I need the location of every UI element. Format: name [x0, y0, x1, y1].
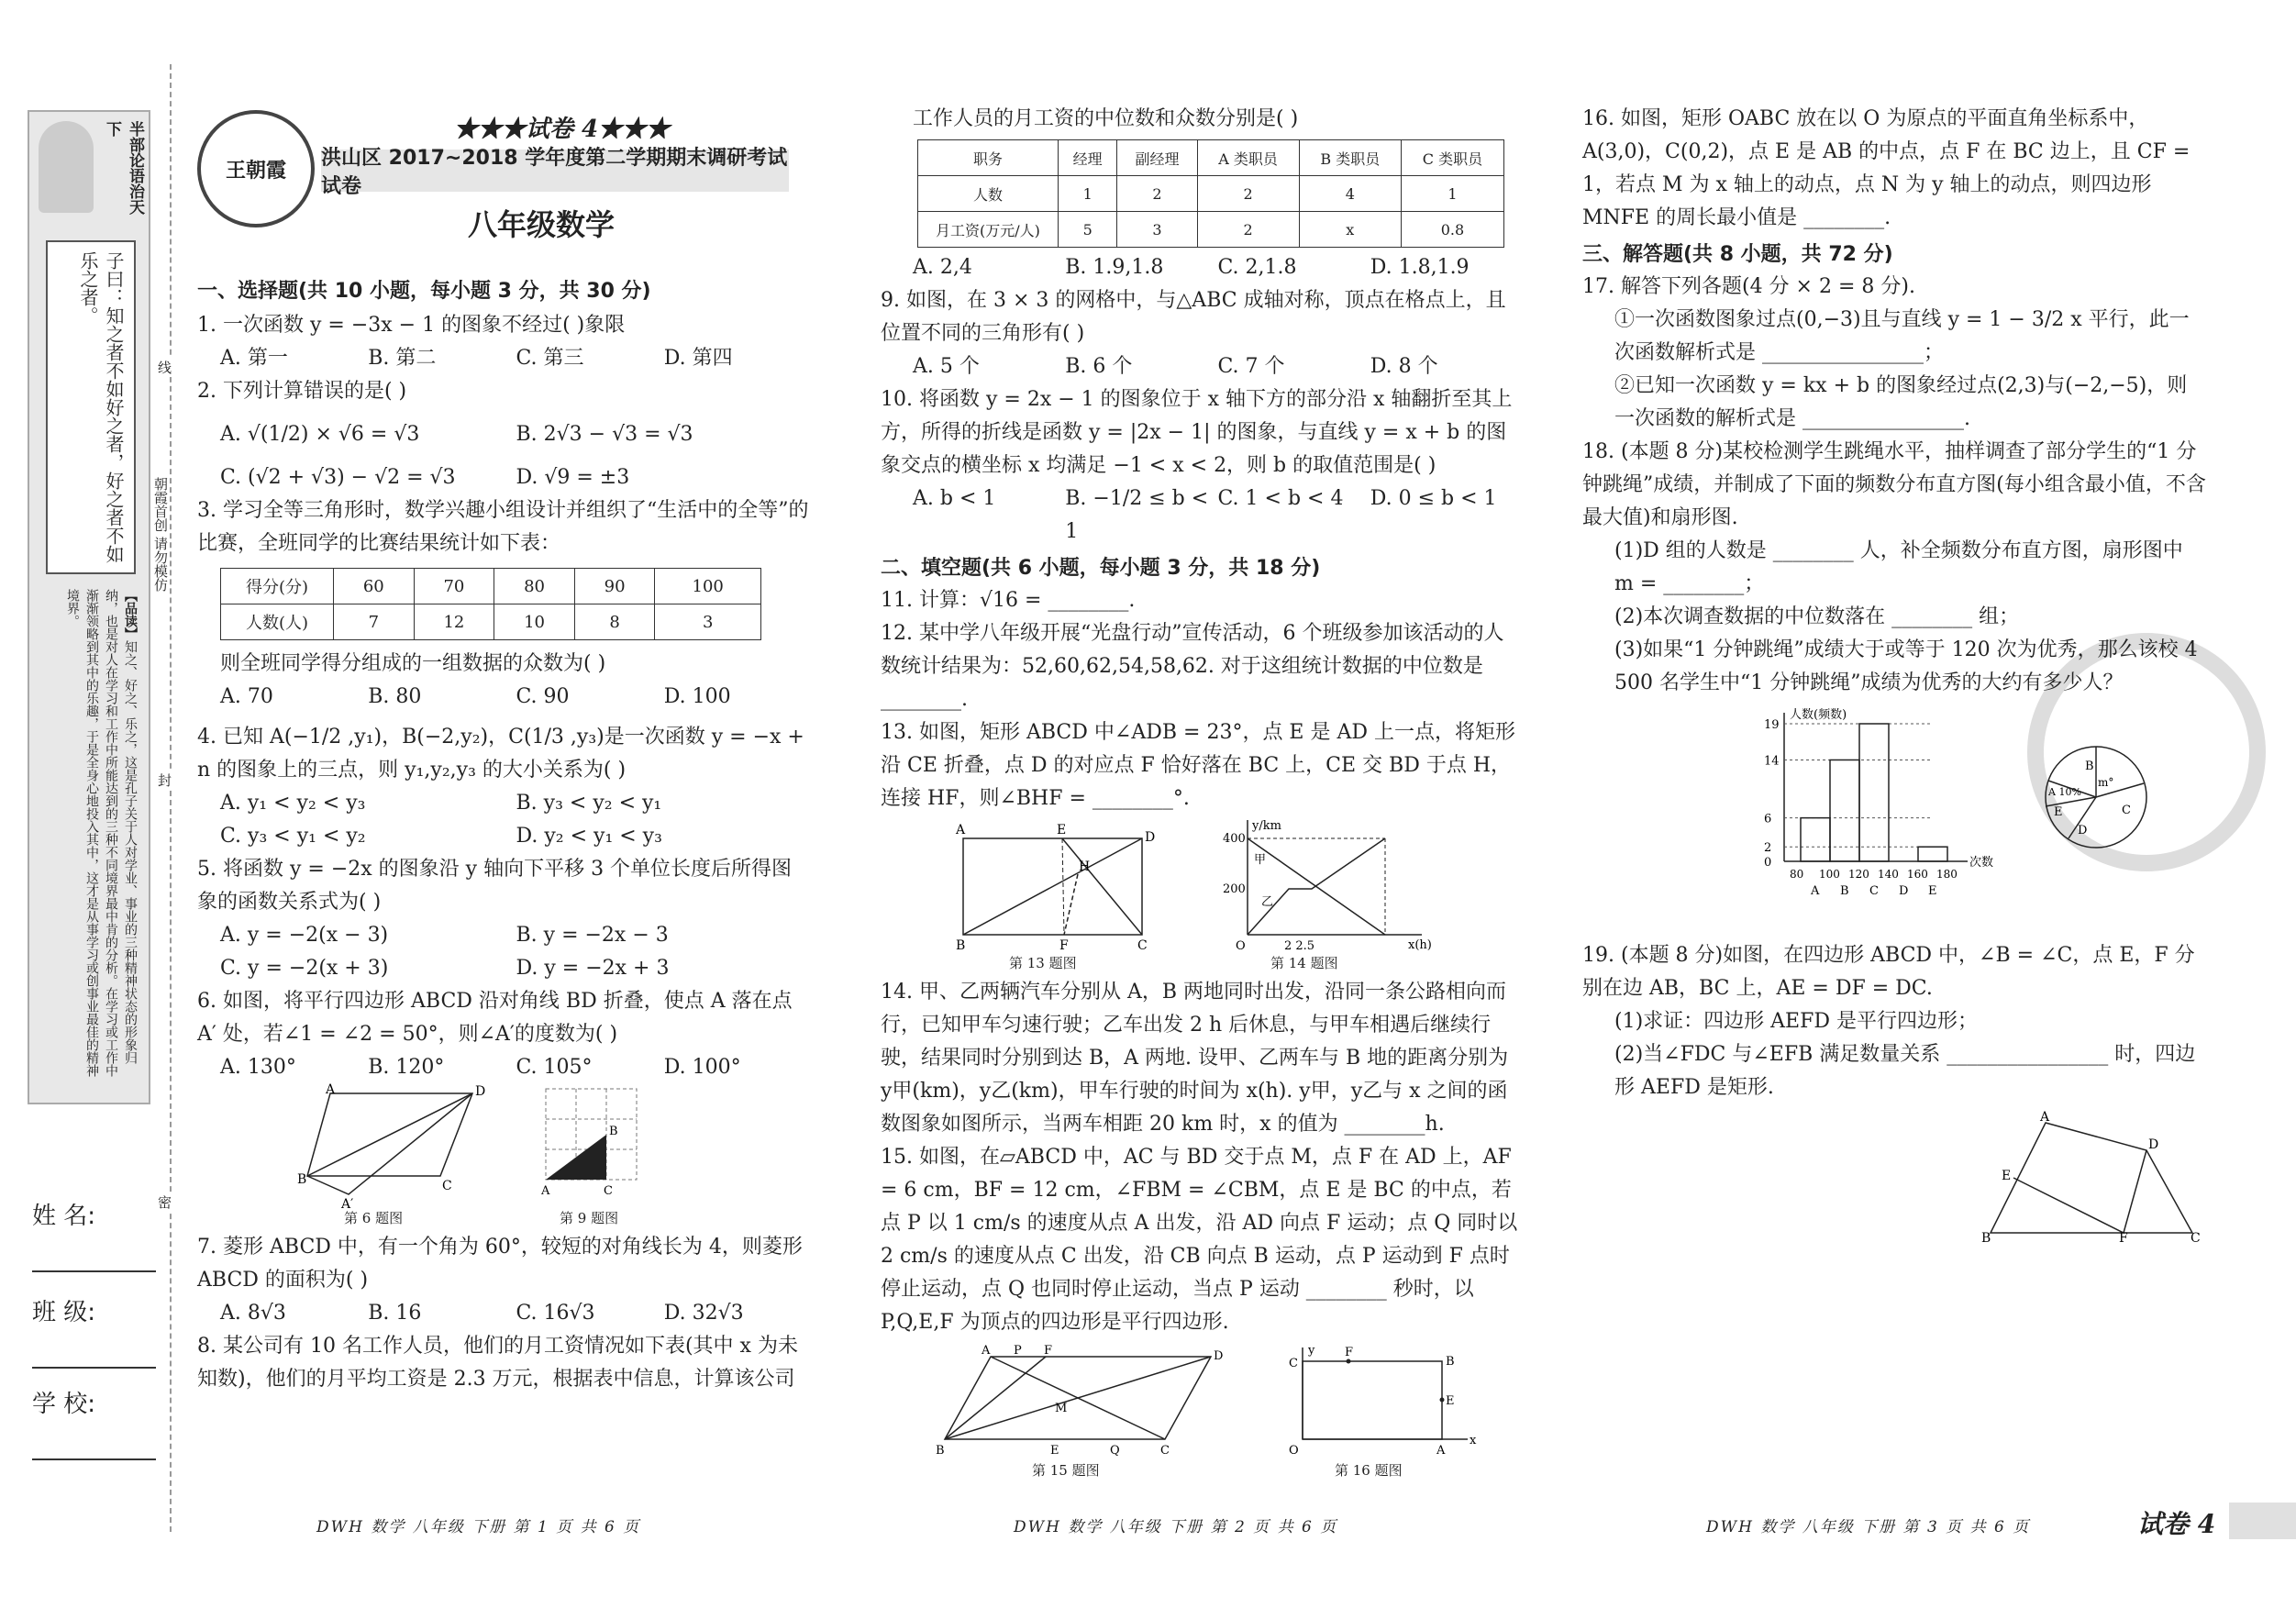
q10-options: [881, 482, 1523, 549]
q9-option-a[interactable]: A. 5 个: [913, 355, 980, 378]
q3-option-a[interactable]: A. 70: [220, 685, 273, 708]
question-4: 4. 已知 A(−1/2 ,y₁)，B(−2,y₂)，C(1/3 ,y₃)是一次函数 y = −x + n 的图象上的三点，则 y₁,y₂,y₃ 的大小关系为( ): [197, 726, 804, 782]
q8-tail: 工作人员的月工资的中位数和众数分别是( ): [913, 107, 1299, 130]
q6-option-c[interactable]: C. 105°: [516, 1056, 593, 1079]
y-tick-label: 2: [1764, 841, 1772, 856]
table-cell: 80: [494, 569, 575, 604]
question-12: 12. 某中学八年级开展“光盘行动”宣传活动，6 个班级参加该活动的人数统计结果为：52,60,62,54,58,62. 对于这组统计数据的中位数是 ________.: [881, 622, 1504, 711]
q1-option-a[interactable]: A. 第一: [220, 347, 288, 370]
question-10: 10. 将函数 y = 2x − 1 的图象位于 x 轴下方的部分沿 x 轴翻折至其上方，所得的折线是函数 y = |2x − 1| 的图象，与直线 y = x + b 的图象交点的横坐标 x 均满足 −1 < x < 2，则 b 的取值范围是( ): [881, 388, 1513, 477]
svg-text:F: F: [1345, 1346, 1354, 1359]
figure-15: [936, 1343, 1229, 1458]
table-cell: 4: [1299, 176, 1401, 212]
figure-14-caption: 第 14 题图: [1270, 955, 1338, 971]
pindu-body: 知之、好之、乐之，这是孔子关于人对学业、事业的三种精神状态的形象归纳，也是对人在学习和工作中所能达到的三种不同境界最中肯的分析。在学习或工作中渐渐领略到其中的乐趣，于是全身心地投入其中，这才是从事学习或创事业最佳的精神境界。: [65, 589, 138, 1077]
question-3: 3. 学习全等三角形时，数学兴趣小组设计并组织了“生活中的全等”的比赛，全班同学的比赛结果统计如下表：: [197, 499, 809, 555]
sidebar: [28, 110, 150, 1104]
q9-options: [881, 350, 1523, 383]
svg-text:B: B: [609, 1125, 618, 1138]
figure-16-caption: 第 16 题图: [1335, 1462, 1403, 1479]
column-1: [197, 275, 812, 1396]
q3-tail: 则全班同学得分组成的一组数据的众数为( ): [220, 652, 606, 675]
table-cell: 人数(人): [221, 604, 334, 640]
q18-charts: [1582, 705, 2206, 903]
pie-label-e: E: [2054, 805, 2063, 819]
svg-text:甲: 甲: [1254, 853, 1267, 867]
histogram-chart: [1747, 705, 2023, 898]
q7-option-a[interactable]: A. 8√3: [220, 1302, 286, 1325]
x-tick-label: 80: [1790, 868, 1804, 881]
svg-text:B: B: [936, 1444, 945, 1458]
q18-part-3: (3)如果“1 分钟跳绳”成绩大于或等于 120 次为优秀，那么该校 4 500 名学生中“1 分钟跳绳”成绩为优秀的大约有多少人？: [1614, 638, 2198, 694]
svg-text:C: C: [604, 1184, 613, 1198]
svg-text:D: D: [2148, 1137, 2159, 1152]
table-cell: 60: [334, 569, 415, 604]
svg-text:E: E: [1057, 823, 1067, 837]
subject-title: 八年级数学: [468, 207, 616, 242]
class-label: 班 级:: [32, 1299, 96, 1326]
page-2-footer: DWH 数学 八年级 下册 第 2 页 共 6 页: [1014, 1518, 1338, 1536]
x-category-label: D: [1899, 884, 1909, 898]
table-cell: 得分(分): [221, 569, 334, 604]
table-cell: 3: [655, 604, 761, 640]
question-18: 18. (本题 8 分)某校检测学生跳绳水平，抽样调查了部分学生的“1 分钟跳绳”成绩，并制成了下面的频数分布直方图(每小组含最小值，不含最大值)和扇形图.: [1582, 440, 2206, 529]
svg-text:E: E: [2002, 1169, 2012, 1183]
q8-options: [881, 251, 1523, 284]
exam-label: ★★★试卷 4★★★: [454, 116, 671, 143]
svg-text:E: E: [1446, 1394, 1455, 1408]
q3-score-table: [220, 568, 761, 640]
histogram-bar: [1801, 818, 1830, 861]
page-3-footer: DWH 数学 八年级 下册 第 3 页 共 6 页: [1706, 1518, 2031, 1536]
column-3: [1582, 103, 2206, 1246]
name-field[interactable]: [32, 1197, 156, 1272]
svg-text:C: C: [1289, 1357, 1298, 1370]
pindu-text: [62, 589, 139, 1084]
table-cell: 12: [414, 604, 494, 640]
svg-text:乙: 乙: [1261, 895, 1274, 909]
svg-text:y/km: y/km: [1252, 819, 1281, 833]
q1-options: [197, 342, 812, 375]
column-2: [881, 103, 1523, 1481]
q6-option-a[interactable]: A. 130°: [220, 1056, 296, 1079]
question-1: 1. 一次函数 y = −3x − 1 的图象不经过( )象限: [197, 314, 626, 337]
table-row: [221, 604, 761, 640]
q3-options: [197, 681, 812, 714]
table-cell: 3: [1117, 212, 1197, 248]
svg-text:F: F: [1044, 1344, 1053, 1358]
svg-text:2 2.5: 2 2.5: [1284, 939, 1315, 953]
q8-option-d[interactable]: D. 1.8,1.9: [1370, 256, 1470, 279]
q9-option-b[interactable]: B. 6 个: [1065, 355, 1133, 378]
question-13: 13. 如图，矩形 ABCD 中∠ADB = 23°，点 E 是 AD 上一点，将矩形沿 CE 折叠，点 D 的对应点 F 恰好落在 BC 上，CE 交 BD 于点 H，连接 HF，则∠BHF = ________°.: [881, 721, 1516, 810]
q4-option-b[interactable]: B. y₃ < y₂ < y₁: [516, 792, 662, 815]
question-6: 6. 如图，将平行四边形 ABCD 沿对角线 BD 折叠，使点 A 落在点 A′ 处，若∠1 = ∠2 = 50°，则∠A′的度数为( ): [197, 990, 793, 1046]
y-tick-label: 14: [1764, 754, 1780, 769]
svg-text:C: C: [1137, 938, 1148, 953]
q8-salary-table: [917, 139, 1504, 248]
x-category-label: B: [1840, 884, 1849, 898]
pie-label-d: D: [2078, 824, 2088, 837]
svg-text:C: C: [1160, 1444, 1170, 1458]
q7-option-d[interactable]: D. 32√3: [663, 1302, 744, 1325]
class-field[interactable]: [32, 1293, 156, 1369]
table-cell: B 类职员: [1299, 140, 1401, 176]
table-cell: 副经理: [1117, 140, 1197, 176]
pie-label-a: A 10%: [2048, 786, 2081, 798]
svg-text:A: A: [982, 1344, 991, 1358]
table-row: [918, 140, 1504, 176]
q1-option-d[interactable]: D. 第四: [663, 347, 733, 370]
q5-option-a[interactable]: A. y = −2(x − 3): [220, 924, 389, 947]
svg-text:x(h): x(h): [1408, 938, 1432, 952]
q5-option-c[interactable]: C. y = −2(x + 3): [220, 957, 389, 980]
svg-text:M: M: [1055, 1402, 1068, 1415]
figure-14: [1215, 815, 1436, 953]
pindu-box: [39, 589, 139, 1093]
pie-label-b: B: [2085, 760, 2094, 773]
svg-text:200: 200: [1223, 882, 1246, 896]
q9-option-c[interactable]: C. 7 个: [1217, 355, 1285, 378]
q5-options-row1: [197, 919, 812, 952]
svg-text:O: O: [1236, 939, 1246, 953]
q2-option-d[interactable]: D. √9 = ±3: [516, 466, 630, 489]
q6-option-b[interactable]: B. 120°: [368, 1056, 445, 1079]
corner-bar: [2229, 1503, 2296, 1539]
q2-option-a[interactable]: A. √(1/2) × √6 = √3: [220, 423, 420, 446]
svg-text:D: D: [1214, 1349, 1224, 1363]
name-label: 姓 名:: [32, 1203, 96, 1230]
figure-9-caption: 第 9 题图: [560, 1210, 619, 1226]
q2-options-row1: [197, 408, 812, 461]
q10-option-a[interactable]: A. b < 1: [913, 487, 996, 510]
x-tick-label: 140: [1878, 868, 1899, 881]
table-row: [221, 569, 761, 604]
q8-option-c[interactable]: C. 2,1.8: [1217, 256, 1297, 279]
table-cell: 0.8: [1401, 212, 1503, 248]
q4-option-c[interactable]: C. y₃ < y₁ < y₂: [220, 825, 366, 848]
q5-option-d[interactable]: D. y = −2x + 3: [516, 957, 670, 980]
q6-option-d[interactable]: D. 100°: [663, 1056, 741, 1079]
question-17: 17. 解答下列各题(4 分 × 2 = 8 分).: [1582, 275, 1915, 298]
q4-option-a[interactable]: A. y₁ < y₂ < y₃: [220, 792, 366, 815]
svg-text:B: B: [297, 1172, 307, 1187]
q17-part-2: ②已知一次函数 y = kx + b 的图象经过点(2,3)与(−2,−5)，则一次函数的解析式是 ________________.: [1614, 374, 2188, 430]
q18-part-2: (2)本次调查数据的中位数落在 ________ 组；: [1614, 605, 2020, 628]
q1-option-c[interactable]: C. 第三: [516, 347, 584, 370]
svg-text:A: A: [2040, 1110, 2050, 1125]
q8-option-b[interactable]: B. 1.9,1.8: [1065, 256, 1164, 279]
q1-option-b[interactable]: B. 第二: [368, 347, 437, 370]
question-9: 9. 如图，在 3 × 3 的网格中，与△ABC 成轴对称，顶点在格点上，且位置不同的三角形有( ): [881, 289, 1506, 345]
q7-option-c[interactable]: C. 16√3: [516, 1302, 595, 1325]
x-category-label: E: [1928, 884, 1937, 898]
y-tick-label: 19: [1764, 718, 1780, 732]
svg-text:Q: Q: [1110, 1444, 1120, 1458]
figure-13-caption: 第 13 题图: [1009, 955, 1077, 971]
svg-text:B: B: [956, 938, 966, 953]
school-label: 学 校:: [32, 1391, 96, 1418]
logo-text: 王朝霞: [225, 158, 286, 183]
table-cell: 10: [494, 604, 575, 640]
q3-option-d[interactable]: D. 100: [663, 685, 731, 708]
exam-title-bar: [321, 147, 789, 198]
figure-19: [1981, 1110, 2211, 1246]
q17-part-1: ①一次函数图象过点(0,−3)且与直线 y = 1 − 3/2 x 平行，此一次函数解析式是 ________________；: [1614, 308, 2190, 364]
q3-option-c[interactable]: C. 90: [516, 685, 570, 708]
question-15: 15. 如图，在▱ABCD 中，AC 与 BD 交于点 M，点 F 在 AD 上，AF = 6 cm，BF = 12 cm，∠FBM = ∠CBM，点 E 是 BC 的中点，若点 P 以 1 cm/s 的速度从点 A 出发，沿 AD 向点 F 运动；点 Q 同时以 2 cm/s 的速度从点 C 出发，沿 CB 向点 B 运动，点 P 运动到 F 点时停止运动，点 Q 也同时停止运动，当点 P 运动 ________ 秒时，以 P,Q,E,F 为顶点的四边形是平行四边形.: [881, 1146, 1518, 1334]
q8-option-a[interactable]: A. 2,4: [913, 256, 972, 279]
q9-option-d[interactable]: D. 8 个: [1370, 355, 1438, 378]
table-cell: 职务: [918, 140, 1059, 176]
svg-text:D: D: [475, 1084, 486, 1099]
svg-text:A: A: [326, 1082, 336, 1097]
q4-option-d[interactable]: D. y₂ < y₁ < y₃: [516, 825, 662, 848]
dash-label-2: 封: [158, 772, 172, 789]
q7-option-b[interactable]: B. 16: [368, 1302, 422, 1325]
q10-option-d[interactable]: D. 0 ≤ b < 1: [1370, 487, 1497, 510]
q5-option-b[interactable]: B. y = −2x − 3: [516, 924, 669, 947]
table-cell: 5: [1059, 212, 1117, 248]
q2-options-row2: [197, 461, 812, 494]
logo: [197, 110, 315, 227]
y-axis-label: 人数(频数): [1790, 708, 1847, 722]
figure-15-caption: 第 15 题图: [1032, 1462, 1100, 1479]
table-row: [918, 176, 1504, 212]
table-cell: 2: [1197, 212, 1299, 248]
table-cell: 1: [1059, 176, 1117, 212]
histogram-bar: [1859, 724, 1889, 861]
figure-6-caption: 第 6 题图: [344, 1210, 404, 1226]
svg-text:D: D: [1145, 830, 1156, 845]
q2-option-c[interactable]: C. (√2 + √3) − √2 = √3: [220, 466, 456, 489]
side-note: 朝霞首创 请勿模仿: [152, 477, 169, 592]
figure-13: [954, 815, 1156, 953]
svg-text:x: x: [1470, 1434, 1477, 1447]
table-cell: 90: [574, 569, 655, 604]
question-14: 14. 甲、乙两辆汽车分别从 A，B 两地同时出发，沿同一条公路相向而行，已知甲车匀速行驶；乙车出发 2 h 后休息，与甲车相遇后继续行驶，结果同时分别到达 B，A 两地. 设甲、乙两车与 B 地的距离分别为 y甲(km)，y乙(km)，甲车行驶的时间为 x(h). y甲，y乙与 x 之间的函数图象如图所示，当两车相距 20 km 时，x 的值为 ________h.: [881, 981, 1509, 1136]
table-cell: 100: [655, 569, 761, 604]
x-tick-label: 100: [1819, 868, 1840, 881]
svg-text:F: F: [1059, 938, 1069, 953]
table-cell: A 类职员: [1197, 140, 1299, 176]
section-1-heading: 一、选择题(共 10 小题，每小题 3 分，共 30 分): [197, 280, 651, 303]
svg-text:A: A: [1436, 1444, 1446, 1458]
svg-text:A: A: [541, 1184, 550, 1198]
x-tick-label: 120: [1848, 868, 1869, 881]
table-cell: 8: [574, 604, 655, 640]
corner-exam-label: 试卷 4: [2137, 1509, 2216, 1539]
table-cell: 1: [1401, 176, 1503, 212]
question-11: 11. 计算：√16 = ________.: [881, 589, 1136, 612]
q7-options: [197, 1297, 812, 1330]
table-row: [918, 212, 1504, 248]
q5-options-row2: [197, 952, 812, 985]
quote-box: [46, 240, 136, 574]
dash-label-3: 密: [158, 1194, 172, 1211]
question-8: 8. 某公司有 10 名工作人员，他们的月工资情况如下表(其中 x 为未知数)，他们的月平均工资是 2.3 万元，根据表中信息，计算该公司: [197, 1335, 798, 1391]
sidebar-motto: 半部论语治天下: [103, 121, 144, 215]
pindu-title: 【品读】: [123, 589, 138, 640]
svg-text:O: O: [1289, 1444, 1299, 1458]
svg-text:B: B: [1981, 1231, 1991, 1246]
sidebar-quote: 子曰：知之者不如好之者，好之者不如乐之者。: [77, 251, 125, 563]
y-tick-label: 6: [1764, 812, 1772, 826]
x-axis-label: 次数: [1969, 856, 1994, 870]
pie-label-m: m°: [2098, 776, 2114, 789]
svg-text:y: y: [1308, 1344, 1315, 1358]
table-cell: C 类职员: [1401, 140, 1503, 176]
svg-text:C: C: [442, 1179, 452, 1193]
table-cell: x: [1299, 212, 1401, 248]
pie-chart: [2041, 742, 2151, 852]
x-category-label: A: [1811, 884, 1820, 898]
histogram-bar: [1830, 760, 1859, 861]
table-cell: 2: [1117, 176, 1197, 212]
figure-16: [1284, 1343, 1486, 1458]
figures-13-14: [881, 815, 1523, 976]
x-tick-label: 160: [1907, 868, 1928, 881]
question-16: 16. 如图，矩形 OABC 放在以 O 为原点的平面直角坐标系中，A(3,0)，C(0,2)，点 E 是 AB 的中点，点 F 在 BC 边上，且 CF = 1，若点 M 为 x 轴上的动点，点 N 为 y 轴上的动点，则四边形 MNFE 的周长最小值是 ________.: [1582, 107, 2191, 229]
svg-text:F: F: [2119, 1231, 2128, 1246]
q18-part-1: (1)D 组的人数是 ________ 人，补全频数分布直方图，扇形图中 m = ________；: [1614, 539, 2183, 595]
q6-options: [197, 1051, 812, 1084]
q4-options-row2: [197, 820, 812, 853]
pie-label-c: C: [2122, 804, 2131, 817]
table-cell: 2: [1197, 176, 1299, 212]
q10-option-b[interactable]: B. −1/2 ≤ b < 1: [1065, 487, 1209, 543]
table-cell: 人数: [918, 176, 1059, 212]
svg-text:A: A: [956, 823, 966, 837]
svg-text:B: B: [1446, 1355, 1455, 1369]
page-1-footer: DWH 数学 八年级 下册 第 1 页 共 6 页: [316, 1518, 641, 1536]
svg-text:A′: A′: [341, 1197, 354, 1212]
figures-15-16: [881, 1343, 1523, 1481]
y-tick-label: 0: [1764, 856, 1772, 870]
exam-title: 洪山区 2017~2018 学年度第二学期期末调研考试试卷: [321, 147, 788, 198]
question-5: 5. 将函数 y = −2x 的图象沿 y 轴向下平移 3 个单位长度后所得图象的函数关系式为( ): [197, 858, 793, 914]
table-cell: 月工资(万元/人): [918, 212, 1059, 248]
histogram-bar: [1918, 847, 1947, 861]
section-2-heading: 二、填空题(共 6 小题，每小题 3 分，共 18 分): [881, 557, 1321, 580]
svg-text:H: H: [1079, 859, 1091, 874]
school-field[interactable]: [32, 1385, 156, 1460]
question-2: 2. 下列计算错误的是( ): [197, 380, 407, 403]
section-3-heading: 三、解答题(共 8 小题，共 72 分): [1582, 243, 1893, 266]
q3-option-b[interactable]: B. 80: [368, 685, 422, 708]
q19-part-1: (1)求证：四边形 AEFD 是平行四边形；: [1614, 1010, 1979, 1033]
cut-line: [170, 64, 172, 1532]
q2-option-b[interactable]: B. 2√3 − √3 = √3: [516, 423, 693, 446]
x-tick-label: 180: [1936, 868, 1958, 881]
q10-option-c[interactable]: C. 1 < b < 4: [1217, 487, 1344, 510]
svg-text:E: E: [1050, 1444, 1059, 1458]
figures-6-9: [197, 1084, 812, 1231]
q19-part-2: (2)当∠FDC 与∠EFB 满足数量关系 ________________ 时，四边形 AEFD 是矩形.: [1614, 1043, 2196, 1099]
q4-options-row1: [197, 787, 812, 820]
x-category-label: C: [1869, 884, 1879, 898]
figure-6: [297, 1082, 486, 1212]
figure-9: [541, 1084, 642, 1199]
table-cell: 7: [334, 604, 415, 640]
table-cell: 70: [414, 569, 494, 604]
question-7: 7. 菱形 ABCD 中，有一个角为 60°，较短的对角线长为 4，则菱形 ABCD 的面积为( ): [197, 1236, 803, 1292]
svg-text:P: P: [1014, 1344, 1022, 1358]
sage-portrait: [39, 121, 94, 213]
dash-label-1: 线: [158, 360, 172, 376]
svg-text:400: 400: [1223, 832, 1246, 846]
table-cell: 经理: [1059, 140, 1117, 176]
question-19: 19. (本题 8 分)如图，在四边形 ABCD 中，∠B = ∠C，点 E，F 分别在边 AB，BC 上，AE = DF = DC.: [1582, 944, 2195, 1000]
svg-text:C: C: [2191, 1231, 2201, 1246]
